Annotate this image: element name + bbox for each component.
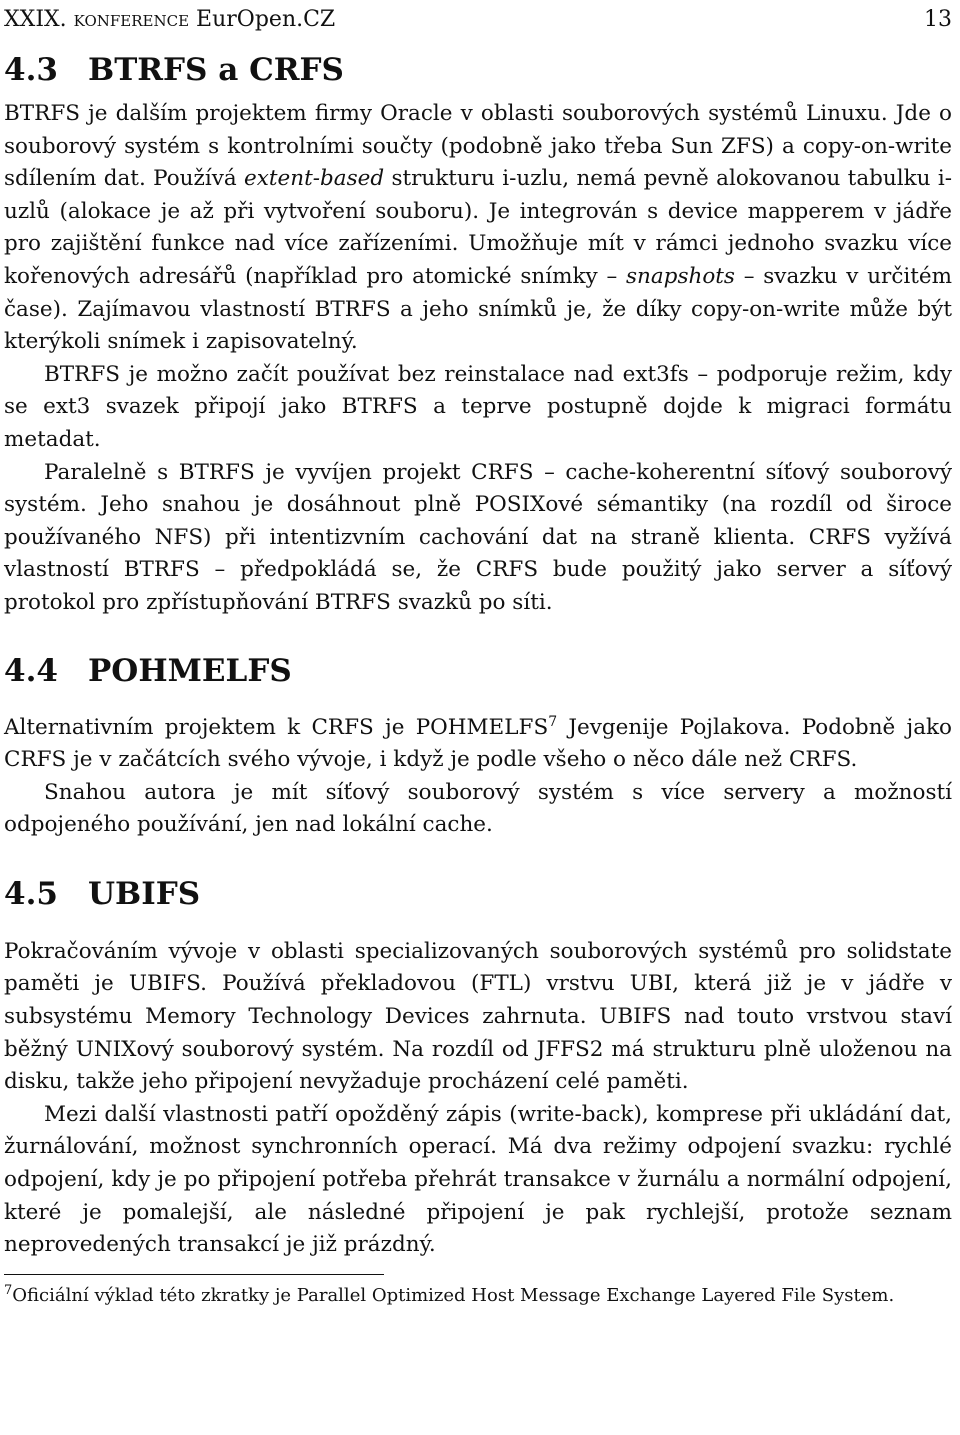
paragraph-btrfs-migration: BTRFS je možno začít používat bez reinstalace nad ext3fs – podporuje režim, kdy se ext3 svazek připojí jako BTRFS a teprve postupně dojde k migraci formátu metadat. [4,361,952,452]
footnote-marker[interactable]: 7 [548,713,558,730]
section-heading-4-5: 4.5 UBIFS [4,875,201,912]
footnote [4,1282,952,1309]
section-heading-4-4: 4.4 POHMELFS [4,652,292,689]
paragraph-ubifs-features: Mezi další vlastnosti patří opožděný zápis (write-back), komprese při ukládání dat, žurnálování, možnost synchronních operací. Má dva režimy odpojení svazku: rychlé odpojení, kdy je po připojení potřeba přehrát transakce v žurnálu a normální odpojení, které je pomalejší, ale následné připojení je pak rychlejší, protože seznam neprovedených transakcí je již prázdný. [4,1101,952,1258]
footnote-divider [4,1274,384,1275]
paragraph-pohmelfs-goal: Snahou autora je mít síťový souborový systém s více servery a možností odpojeného používání, jen nad lokální cache. [4,779,952,838]
paragraph-pohmelfs-intro: Alternativním projektem k CRFS je POHMELFS$^7$ Jevgenije Pojlakova. Podobně jako CRFS je v začátcích svého vývoje, i když je podle všeho o něco dále než CRFS. [4,713,952,773]
footnote-text: Oficiální výklad této zkratky je Parallel Optimized Host Message Exchange Layered File System. [12,1284,895,1306]
paragraph-crfs: Paralelně s BTRFS je vyvíjen projekt CRFS – cache-koherentní síťový souborový systém. Jeho snahou je dosáhnout plně POSIXové sémantiky (na rozdíl od široce používaného NFS) při intentizvním cachování dat na straně klienta. CRFS vyžívá vlastností BTRFS – předpokládá se, že CRFS bude použitý jako server a síťový protokol pro zpřístupňování BTRFS svazků po síti. [4,459,952,615]
paragraph-btrfs-intro: BTRFS je dalším projektem firmy Oracle v oblasti souborových systémů Linuxu. Jde o souborový systém s kontrolními součty (podobně jako třeba Sun ZFS) a copy-on-write sdílením dat. Používá extent-based strukturu i-uzlu, nemá pevně alokovanou tabulku i-uzlů (alokace je až při vytvoření souboru). Je integrován s device mapperem v jádře pro zajištění funkce nad více zařízeními. Umožňuje mít v rámci jednoho svazku více kořenových adresářů (například pro atomické snímky – snapshots – svazku v určitém čase). Zajímavou vlastností BTRFS a jeho snímků je, že díky copy-on-write může být kterýkoli snímek i zapisovatelný. [4,101,952,355]
footnote-number: 7 [4,1282,13,1298]
page-number: 13 [924,7,952,32]
document-page [4,0,952,1309]
running-header [4,0,952,40]
conference-title: XXIX. konference EurOpen.CZ [4,7,336,32]
section-heading-4-3: 4.3 BTRFS a CRFS [4,52,344,88]
paragraph-ubifs-intro: Pokračováním vývoje v oblasti specializovaných souborových systémů pro solidstate paměti je UBIFS. Používá překladovou (FTL) vrstvu UBI, která již je v jádře v subsystému Memory Technology Devices zahrnuta. UBIFS nad touto vrstvou staví běžný UNIXový souborový systém. Na rozdíl od JFFS2 má strukturu plně uloženou na disku, takže jeho připojení nevyžaduje procházení celé paměti. [4,938,952,1095]
